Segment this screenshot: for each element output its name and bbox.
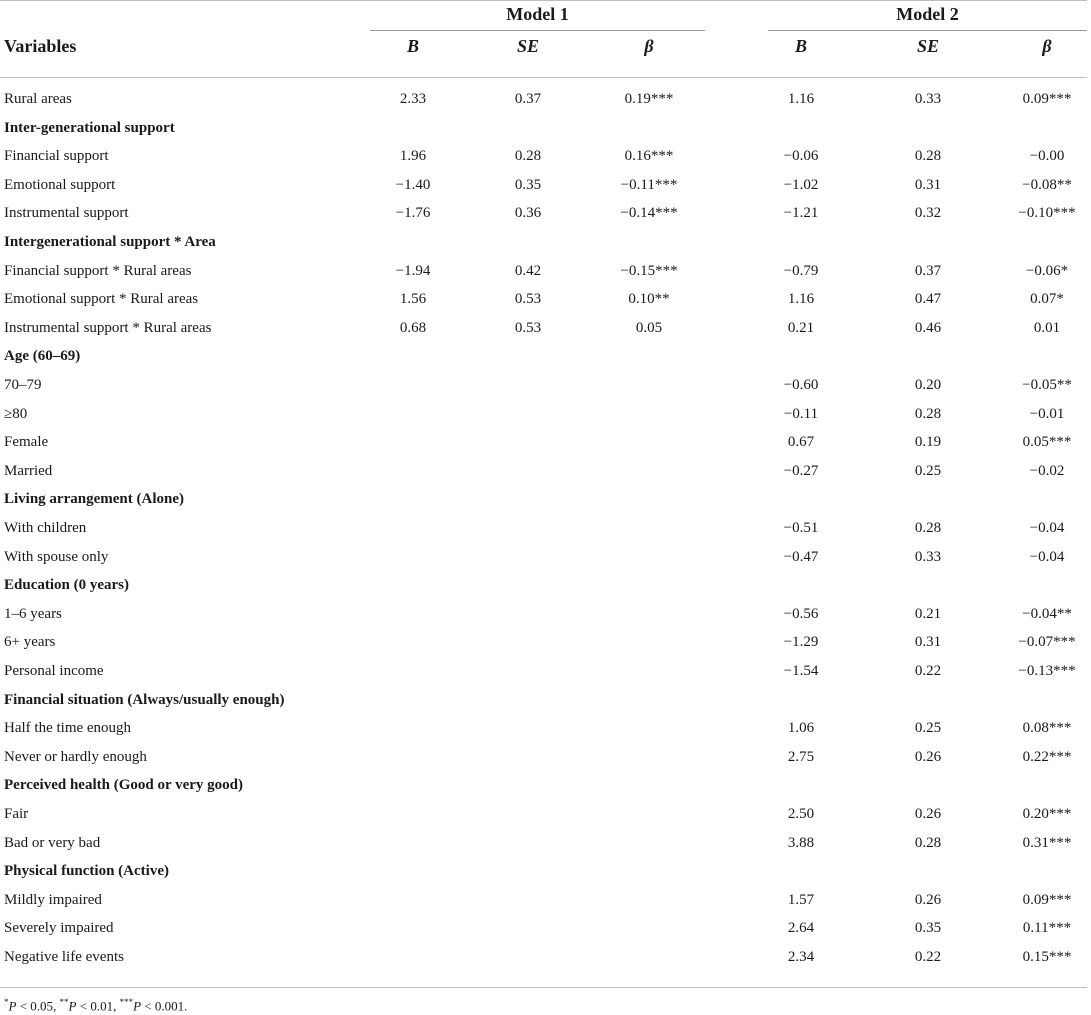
section-row [0,487,1091,515]
table-row [0,916,1091,944]
model-2-b-cell: 1.16 [787,91,815,107]
table-row [0,259,1091,287]
table-row [0,144,1091,172]
model-2-b-cell: 3.88 [787,834,815,851]
model-2-b-cell: 1.16 [787,291,815,308]
model-1-b-cell: 1.96 [399,148,427,165]
model-1-b-cell: 1.56 [399,291,427,308]
model-1-b-cell: 2.33 [399,91,427,107]
row-label: Never or hardly enough [4,748,147,765]
model-2-beta-cell: −0.10*** [1018,205,1076,222]
model-2-se-cell: 0.47 [914,291,942,308]
row-label: Emotional support * Rural areas [4,291,199,308]
table-row [0,201,1091,229]
table-top-rule [0,0,1087,1]
model-2-se-cell: 0.28 [914,148,942,165]
model-2-b-cell: 1.57 [787,891,815,908]
table-row [0,545,1091,573]
model-2-b-cell: −0.79 [783,262,819,279]
model-2-beta-cell: −0.08** [1022,176,1072,193]
model-2-b-cell: 2.34 [787,949,815,965]
model-2-header: Model 2 [896,4,959,24]
model-1-beta-cell: 0.05 [635,319,663,336]
section-row [0,688,1091,716]
model-2-se-cell: 0.26 [914,806,942,822]
section-label: Inter-generational support [4,119,175,136]
table-row [0,287,1091,315]
table-row [0,802,1091,830]
model-2-b-cell: 2.50 [787,806,815,822]
section-row [0,573,1091,601]
model-2-se-cell: 0.28 [914,520,942,536]
model-2-beta-cell: −0.00 [1029,148,1065,165]
model-2-se-cell: 0.19 [914,434,942,451]
row-label: Negative life events [4,949,124,965]
table-row [0,87,1091,115]
row-label: Mildly impaired [4,891,102,908]
row-label: With children [4,520,87,536]
table-row [0,945,1091,973]
model-2-se-cell: 0.31 [914,176,942,193]
model-2-beta-cell: −0.05** [1022,377,1072,393]
model-2-b-cell: −0.51 [783,520,819,536]
section-label: Intergenerational support * Area [4,234,216,250]
row-label: Financial support * Rural areas [4,262,192,279]
model-1-header: Model 1 [506,4,569,24]
row-label: 70–79 [4,377,42,393]
model-1-beta-cell: 0.10** [628,291,670,308]
model-2-beta-header: β [1042,36,1052,56]
model-2-se-cell: 0.28 [914,405,942,422]
table-row [0,316,1091,344]
model-1-b-cell: −1.94 [395,262,431,279]
model-1-beta-header: β [644,36,654,56]
model-2-beta-cell: −0.04 [1029,520,1065,536]
table-row [0,402,1091,430]
table-row [0,831,1091,859]
table-row [0,459,1091,487]
table-row [0,659,1091,687]
model-1-beta-cell: −0.11*** [620,176,678,193]
section-label: Living arrangement (Alone) [4,491,184,508]
model-2-beta-cell: 0.09*** [1022,891,1072,908]
model-2-se-cell: 0.22 [914,949,942,965]
model-2-se-cell: 0.31 [914,634,942,651]
model-2-b-cell: −0.11 [783,405,819,422]
model-2-se-cell: 0.46 [914,319,942,336]
row-label: Severely impaired [4,920,114,937]
section-row [0,859,1091,887]
model-2-beta-cell: −0.06* [1025,262,1069,279]
model-1-underline [370,30,705,31]
model-2-beta-cell: −0.02 [1029,462,1065,479]
table-row [0,516,1091,544]
row-label: Emotional support [4,176,116,193]
variables-column-header: Variables [4,36,77,56]
table-row [0,716,1091,744]
row-label: Married [4,462,53,479]
section-label: Education (0 years) [4,577,129,594]
model-2-se-cell: 0.28 [914,834,942,851]
model-1-se-cell: 0.36 [514,205,542,222]
model-1-beta-cell: 0.16*** [624,148,674,165]
model-2-se-cell: 0.25 [914,462,942,479]
model-1-se-header: SE [516,36,540,56]
model-2-underline [768,30,1087,31]
section-row [0,230,1091,258]
significance-footnote: *P < 0.05, **P < 0.01, ***P < 0.001. [4,997,188,1014]
model-2-beta-cell: −0.13*** [1018,663,1076,679]
model-2-b-cell: −1.29 [783,634,819,651]
model-2-se-cell: 0.22 [914,663,942,679]
model-2-b-cell: −0.47 [783,548,819,565]
row-label: Personal income [4,663,104,679]
model-2-b-cell: −0.56 [783,605,819,622]
model-2-se-cell: 0.25 [914,720,942,737]
model-2-se-cell: 0.20 [914,377,942,393]
model-2-beta-cell: 0.09*** [1022,91,1072,107]
model-2-beta-cell: 0.05*** [1022,434,1072,451]
section-label: Age (60–69) [4,348,81,365]
model-2-se-cell: 0.26 [914,891,942,908]
table-row [0,430,1091,458]
model-1-se-cell: 0.37 [514,91,542,107]
table-row [0,173,1091,201]
table-row [0,373,1091,401]
model-2-b-cell: 1.06 [787,720,815,737]
row-label: 6+ years [4,634,56,651]
model-1-b-cell: 0.68 [399,319,427,336]
model-2-b-cell: −1.54 [783,663,819,679]
row-label: Fair [4,806,29,822]
row-label: Female [4,434,49,451]
model-2-se-cell: 0.33 [914,548,942,565]
model-2-beta-cell: 0.31*** [1022,834,1072,851]
section-label: Physical function (Active) [4,863,169,880]
section-row [0,116,1091,144]
model-2-se-cell: 0.37 [914,262,942,279]
row-label: Half the time enough [4,720,132,737]
model-2-beta-cell: 0.20*** [1022,806,1072,822]
section-row [0,773,1091,801]
section-label: Perceived health (Good or very good) [4,777,243,794]
model-1-b-header: B [406,36,419,56]
model-2-b-cell: 2.64 [787,920,815,937]
section-label: Financial situation (Always/usually enough) [4,691,285,708]
model-2-beta-cell: 0.11*** [1022,920,1072,937]
model-1-b-cell: −1.76 [395,205,431,222]
row-label: Instrumental support * Rural areas [4,319,212,336]
row-label: Bad or very bad [4,834,101,851]
row-label: Rural areas [4,91,72,107]
model-2-b-cell: 2.75 [787,748,815,765]
model-1-beta-cell: −0.14*** [620,205,678,222]
model-2-beta-cell: −0.01 [1029,405,1065,422]
model-2-b-cell: 0.67 [787,434,815,451]
model-2-b-header: B [794,36,807,56]
header-rule [0,77,1087,78]
model-1-se-cell: 0.53 [514,291,542,308]
model-2-b-cell: 0.21 [787,319,815,336]
model-1-beta-cell: −0.15*** [620,262,678,279]
table-row [0,602,1091,630]
model-1-se-cell: 0.53 [514,319,542,336]
model-1-b-cell: −1.40 [395,176,431,193]
row-label: Instrumental support [4,205,129,222]
model-2-beta-cell: −0.07*** [1018,634,1076,651]
model-1-se-cell: 0.42 [514,262,542,279]
row-label: With spouse only [4,548,109,565]
model-2-se-cell: 0.21 [914,605,942,622]
model-2-se-cell: 0.32 [914,205,942,222]
row-label: ≥80 [4,405,28,422]
model-2-beta-cell: 0.08*** [1022,720,1072,737]
model-2-b-cell: −1.21 [783,205,819,222]
model-2-b-cell: −0.60 [783,377,819,393]
model-1-se-cell: 0.28 [514,148,542,165]
model-2-beta-cell: 0.07* [1030,291,1064,308]
model-2-se-header: SE [916,36,940,56]
model-2-beta-cell: 0.01 [1033,319,1061,336]
model-1-se-cell: 0.35 [514,176,542,193]
section-row [0,344,1091,372]
model-2-beta-cell: −0.04 [1029,548,1065,565]
row-label: Financial support [4,148,109,165]
model-2-beta-cell: −0.04** [1022,605,1072,622]
table-row [0,630,1091,658]
model-2-se-cell: 0.33 [914,91,942,107]
model-2-b-cell: −1.02 [783,176,819,193]
model-2-se-cell: 0.26 [914,748,942,765]
table-bottom-rule [0,987,1087,988]
model-1-beta-cell: 0.19*** [624,91,674,107]
model-2-beta-cell: 0.22*** [1022,748,1072,765]
model-2-se-cell: 0.35 [914,920,942,937]
model-2-b-cell: −0.27 [783,462,819,479]
row-label: 1–6 years [4,605,62,622]
model-2-beta-cell: 0.15*** [1022,949,1072,965]
table-row [0,888,1091,916]
table-row [0,745,1091,773]
model-2-b-cell: −0.06 [783,148,819,165]
